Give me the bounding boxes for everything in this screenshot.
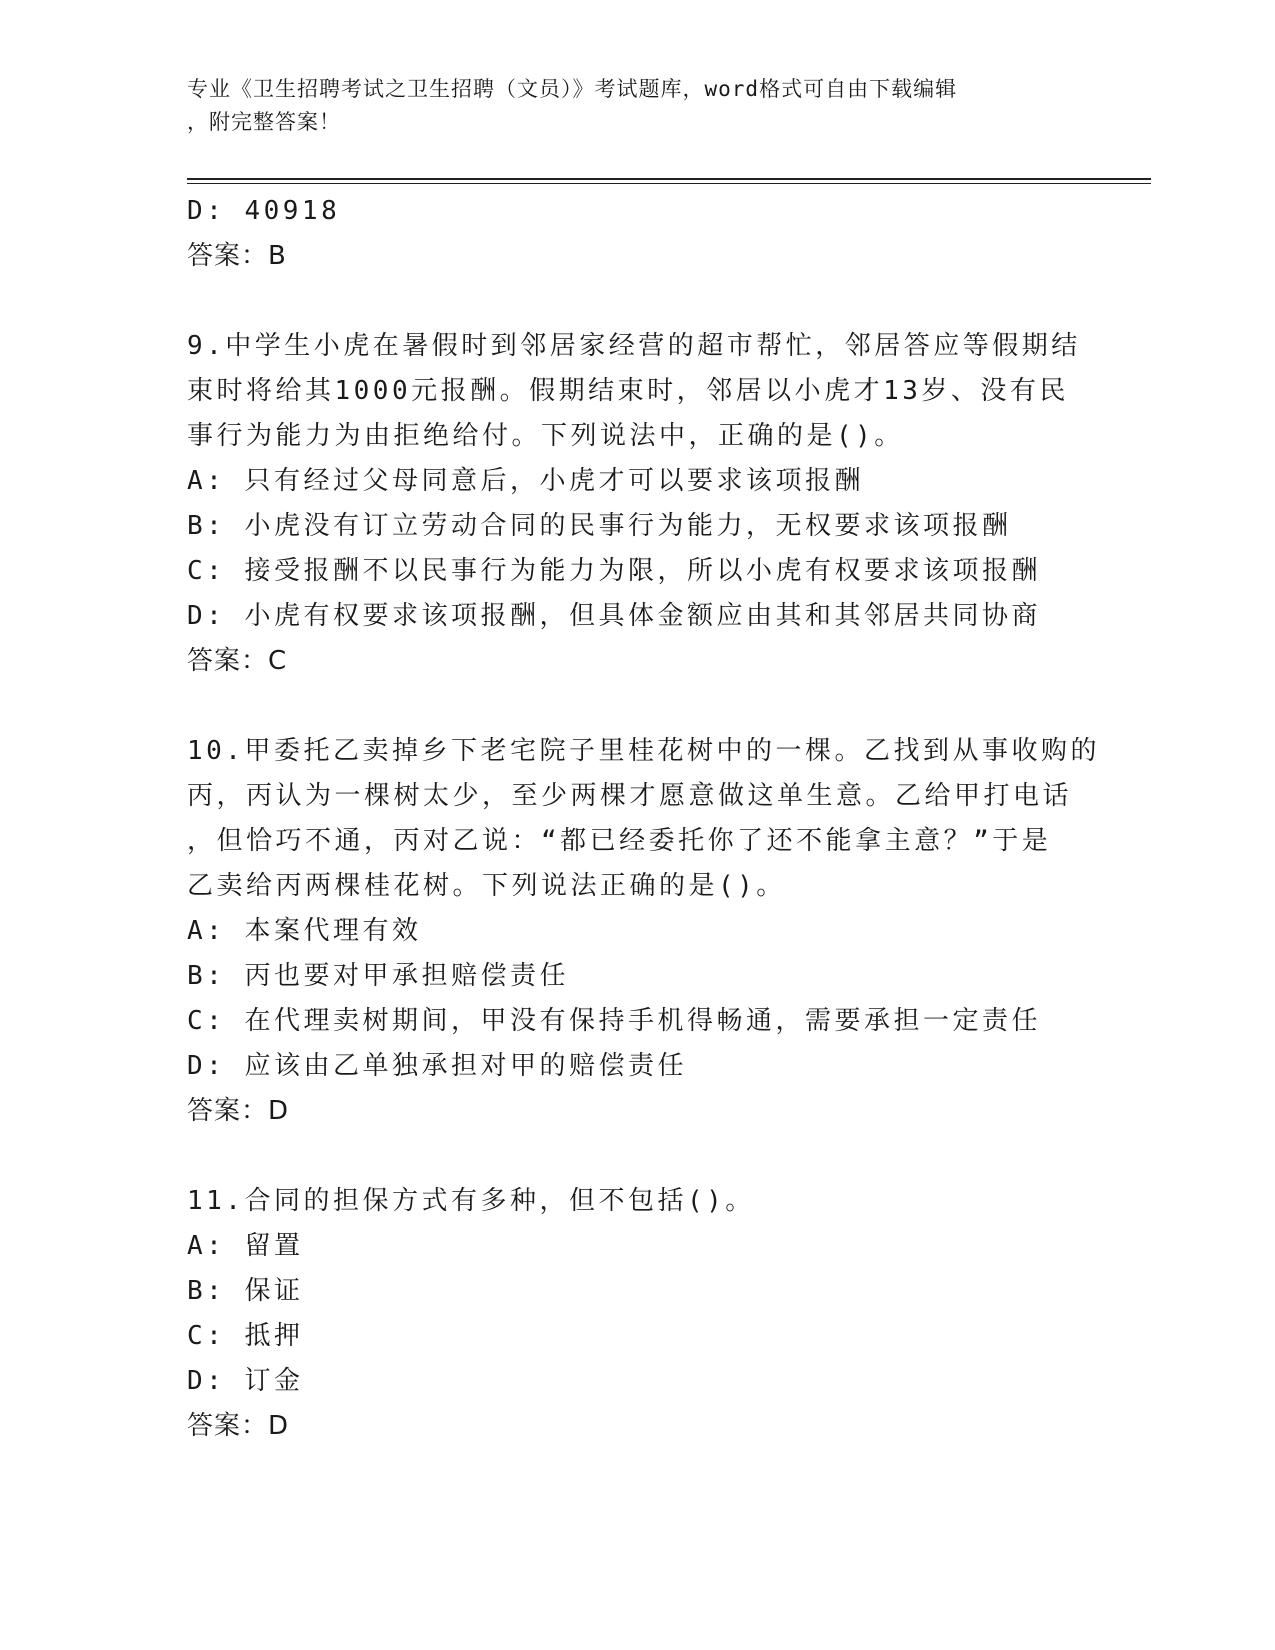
option-a: A: 只有经过父母同意后，小虎才可以要求该项报酬 (187, 466, 864, 496)
option-d: D: 订金 (187, 1366, 304, 1396)
question-10 (187, 729, 1107, 1134)
header-line: ，附完整答案！ (187, 110, 341, 134)
question-text: 11.合同的担保方式有多种，但不包括()。 (187, 1186, 755, 1216)
question-text: 丙，丙认为一棵树太少，至少两棵才愿意做这单生意。乙给甲打电话 (187, 781, 1073, 811)
question-text: 9.中学生小虎在暑假时到邻居家经营的超市帮忙，邻居答应等假期结 (187, 331, 1081, 361)
option-b: B: 丙也要对甲承担赔偿责任 (187, 961, 569, 991)
answer-line: 答案：B (187, 241, 287, 271)
question-text: ，但恰巧不通，丙对乙说：“都已经委托你了还不能拿主意？”于是 (187, 826, 1052, 856)
header-line: 专业《卫生招聘考试之卫生招聘（文员）》考试题库，word格式可自由下载编辑 (187, 77, 958, 101)
header-rule-thin (187, 183, 1151, 184)
option-d: D: 应该由乙单独承担对甲的赔偿责任 (187, 1051, 687, 1081)
option-c: C: 接受报酬不以民事行为能力为限，所以小虎有权要求该项报酬 (187, 556, 1041, 586)
question-content (187, 189, 1107, 1449)
option-b: B: 小虎没有订立劳动合同的民事行为能力，无权要求该项报酬 (187, 511, 1012, 541)
question-text: 束时将给其1000元报酬。假期结束时，邻居以小虎才13岁、没有民 (187, 376, 1069, 406)
option-b: B: 保证 (187, 1276, 304, 1306)
answer-line: 答案：D (187, 1411, 290, 1441)
question-text: 事行为能力为由拒绝给付。下列说法中，正确的是()。 (187, 421, 904, 451)
option-d: D: 40918 (187, 196, 341, 226)
option-c: C: 抵押 (187, 1321, 304, 1351)
answer-line: 答案：D (187, 1096, 290, 1126)
option-a: A: 本案代理有效 (187, 916, 422, 946)
question-text: 10.甲委托乙卖掉乡下老宅院子里桂花树中的一棵。乙找到从事收购的 (187, 736, 1100, 766)
option-d: D: 小虎有权要求该项报酬，但具体金额应由其和其邻居共同协商 (187, 601, 1041, 631)
option-c: C: 在代理卖树期间，甲没有保持手机得畅通，需要承担一定责任 (187, 1006, 1041, 1036)
page-header (187, 73, 1067, 139)
header-rule (187, 178, 1151, 180)
question-11 (187, 1179, 1107, 1449)
answer-line: 答案：C (187, 646, 288, 676)
question-9 (187, 324, 1107, 684)
question-text: 乙卖给丙两棵桂花树。下列说法正确的是()。 (187, 871, 786, 901)
option-a: A: 留置 (187, 1231, 304, 1261)
